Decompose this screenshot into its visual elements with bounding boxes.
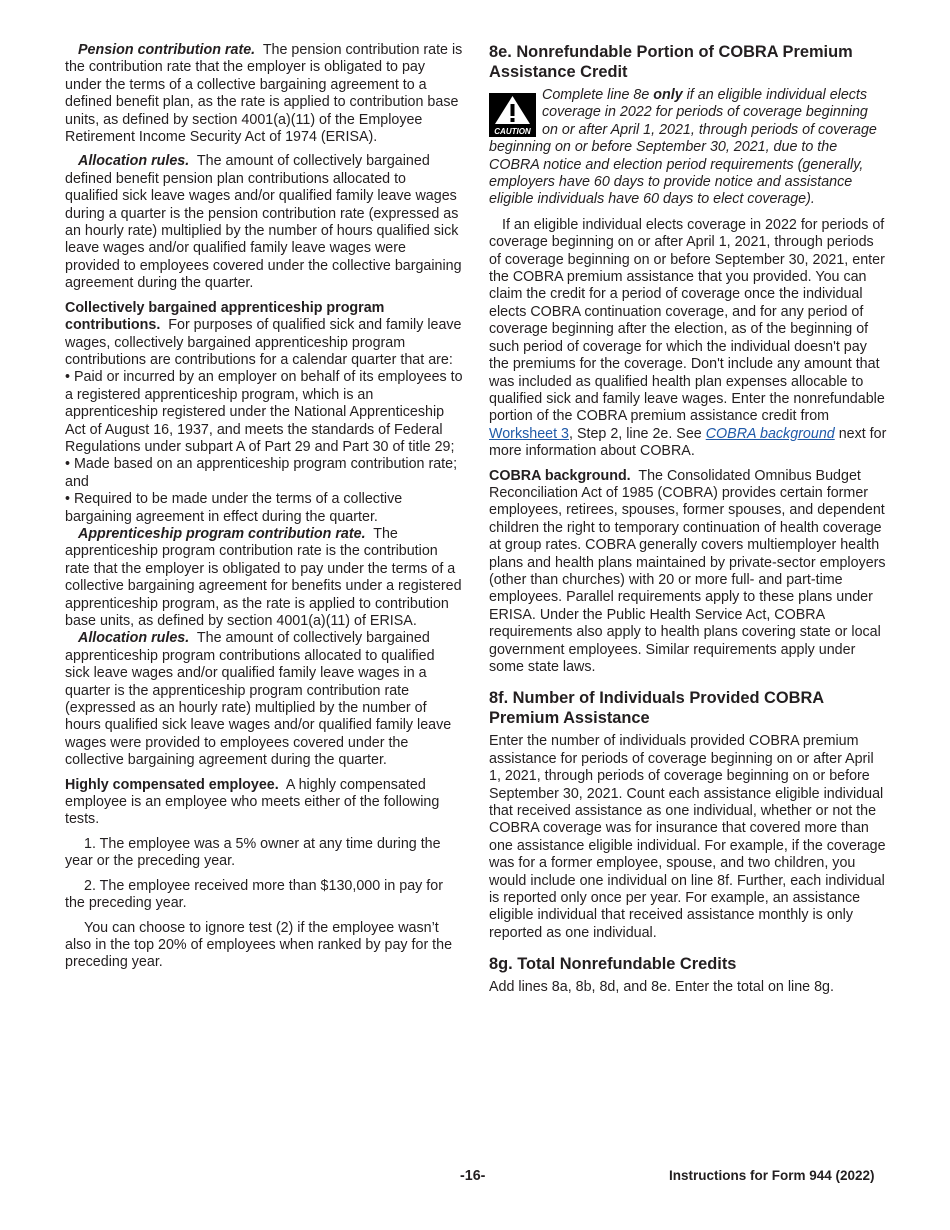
- apprenticeship-paragraph: [65, 300, 463, 370]
- heading-8e: 8e. Nonrefundable Portion of COBRA Premium Assistance Credit: [489, 43, 853, 81]
- right-column: [489, 42, 887, 1004]
- apprenticeship-rate-text: The apprenticeship program contribution rate is the contribution rate that the employer is obligated to pay under the terms of a collective bargaining agreement for benefits under a registered apprenticeship program, as the rate is applied to contribution base units, as defined by section 4001(a)(11) of ERISA.: [65, 525, 462, 629]
- page-number: -16-: [460, 1168, 486, 1184]
- paragraph-8g: Add lines 8a, 8b, 8d, and 8e. Enter the total on line 8g.: [489, 979, 834, 996]
- cobra-background-paragraph: [489, 468, 887, 677]
- cobra-background-heading: COBRA background.: [489, 467, 631, 484]
- hce-heading: Highly compensated employee.: [65, 776, 279, 793]
- pension-rate-heading: Pension contribution rate.: [78, 42, 256, 58]
- apprenticeship-text: For purposes of qualified sick and family leave wages, collectively bargained apprenticeship program contributions are contributions for a calendar quarter that are:: [65, 317, 462, 368]
- worksheet-3-link[interactable]: Worksheet 3: [489, 425, 569, 442]
- heading-8g: 8g. Total Nonrefundable Credits: [489, 955, 737, 974]
- allocation-rules-heading-2: Allocation rules.: [78, 630, 190, 647]
- caution-text-post: if an eligible individual elects coverage in 2022 for periods of coverage beginning on or after April 1, 2021, through periods of coverage beginning on or before September 30, 2021, due to the COBRA notice and election period requirements (generally, employers have 60 days to provide notice and assistance eligible individuals have 60 days to elect coverage).: [489, 87, 877, 208]
- bullet-item: • Paid or incurred by an employer on behalf of its employees to a registered apprenticeship program, which is an apprenticeship registered under the National Apprenticeship Act of August 16, 1937, and meets the standards of Federal Regulations under subpart A of Part 29 and Part 30 of title 29;: [65, 369, 463, 455]
- bullet-text-2: Made based on an apprenticeship program contribution rate; and: [65, 456, 458, 490]
- pension-rate-paragraph: [65, 42, 463, 146]
- cobra-background-link[interactable]: COBRA background: [705, 425, 835, 442]
- caution-icon: [489, 93, 536, 137]
- allocation-rules-paragraph-2: [65, 630, 463, 769]
- caution-note: [489, 87, 887, 209]
- paragraph-8e-mid: , Step 2, line 2e. See: [569, 425, 706, 442]
- allocation-rules-text-1: The amount of collectively bargained defined benefit pension plan contributions allocated to qualified sick leave wages and/or qualified family leave wages during a quarter is the pension contribution rate (expressed as an hourly rate) multiplied by the number of hours qualified sick leave wages and/or qualified family leave wages were provided to employees covered under the collective bargaining agreement during the quarter.: [65, 153, 462, 292]
- apprenticeship-rate-heading: Apprenticeship program contribution rate.: [78, 525, 366, 542]
- caution-text-pre: Complete line 8e: [542, 87, 654, 103]
- allocation-rules-paragraph-1: [65, 153, 463, 292]
- footer-title: Instructions for Form 944 (2022): [669, 1168, 875, 1183]
- allocation-rules-heading-1: Allocation rules.: [78, 153, 190, 170]
- paragraph-8e-text: If an eligible individual elects coverage in 2022 for periods of coverage beginning on or after April 1, 2021, through periods of coverage beginning on or before September 30, 2021, enter the COBRA premium assistance that you provided. You can claim the credit for a period of coverage once the individual elects COBRA continuation coverage, and for any period of coverage beginning after the election, as of the beginning of such period of coverage for which the individual doesn't pay the premiums for the coverage. Don't include any amount that was included as qualified health plan expenses allocable to qualified sick and family leave wages. Enter the nonrefundable portion of the COBRA premium assistance credit from: [489, 216, 885, 425]
- paragraph-8f: Enter the number of individuals provided COBRA premium assistance for periods of coverage beginning on or after April 1, 2021, through periods of coverage beginning on or before September 30, 2021. Count each assistance eligible individual that received assistance as one individual, whether or not the COBRA coverage was for insurance that covered more than one assistance eligible individual. For example, if the coverage was for a former employee, spouse, and two children, you would include one individual on line 8f. Further, each individual is reported only once per year. For example, an assistance eligible individual that received assistance monthly is only reported as one individual.: [489, 733, 886, 941]
- apprenticeship-heading: Collectively bargained apprenticeship program contributions.: [65, 299, 385, 334]
- paragraph-8e: [489, 217, 887, 461]
- hce-paragraph: [65, 777, 463, 829]
- left-column: [65, 42, 463, 979]
- bullet-item: • Made based on an apprenticeship program contribution rate; and: [65, 456, 458, 490]
- heading-8f: 8f. Number of Individuals Provided COBRA Premium Assistance: [489, 689, 824, 728]
- caution-only: only: [653, 87, 683, 103]
- bullet-item: • Required to be made under the terms of a collective bargaining agreement in effect during the quarter.: [65, 491, 403, 525]
- pension-rate-text: The pension contribution rate is the contribution rate that the employer is obligated to pay under the terms of a collective bargaining agreement to a defined benefit plan, as the rate is applied to contribution base units, as defined by section 4001(a)(11) of the Employee Retirement Income Security Act of 1974 (ERISA).: [65, 42, 463, 146]
- caution-label: CAUTION: [494, 127, 531, 136]
- ignore-test-paragraph: You can choose to ignore test (2) if the employee wasn’t also in the top 20% of employees when ranked by pay for the preceding year.: [65, 919, 453, 971]
- cobra-background-text: The Consolidated Omnibus Budget Reconciliation Act of 1985 (COBRA) provides certain former employees, retirees, spouses, former spouses, and dependent children the right to temporary continuation of health coverage at group rates. COBRA generally covers multiemployer health plans and health plans maintained by private-sector employers (other than churches) with 20 or more full- and part-time employees. Parallel requirements apply to these plans under ERISA. Under the Public Health Service Act, COBRA requirements also apply to health plans covering state or local government employees. Similar requirements apply under some state laws.: [489, 467, 886, 675]
- allocation-rules-text-2: The amount of collectively bargained apprenticeship program contributions allocated to qualified sick leave wages and/or qualified family leave wages in a quarter is the apprenticeship program contribution rate (expressed as an hourly rate) multiplied by the number of hours qualified sick leave wages and/or qualified family leave wages were provided to employees covered under the collective bargaining agreement during the quarter.: [65, 630, 452, 769]
- test-2: 2. The employee received more than $130,000 in pay for the preceding year.: [65, 877, 443, 912]
- bullet-text-3: Required to be made under the terms of a collective bargaining agreement in effect during the quarter.: [65, 491, 403, 525]
- apprenticeship-rate-paragraph: [65, 526, 463, 630]
- bullet-text-1: Paid or incurred by an employer on behalf of its employees to a registered apprenticeship program, which is an apprenticeship registered under the National Apprenticeship Act of August 16, 1937, and meets the standards of Federal Regulations under subpart A of Part 29 and Part 30 of title 29;: [65, 369, 463, 455]
- test-1: 1. The employee was a 5% owner at any time during the year or the preceding year.: [65, 835, 441, 870]
- hce-text: A highly compensated employee is an employee who meets either of the following tests.: [65, 776, 440, 828]
- paragraph-8e-end: next for more information about COBRA.: [489, 425, 887, 460]
